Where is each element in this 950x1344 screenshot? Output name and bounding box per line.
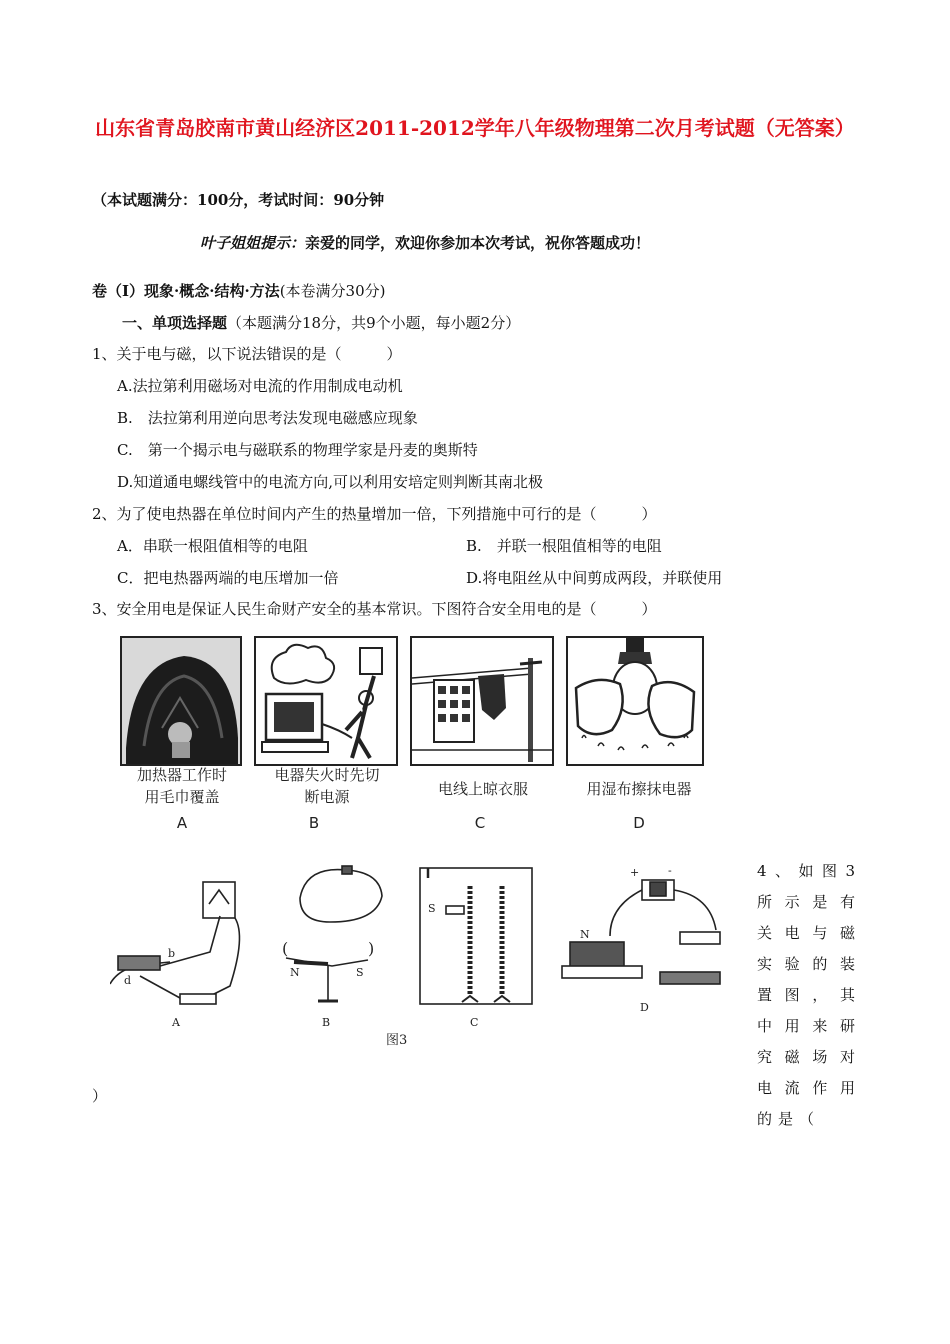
panel-b-letter: B (322, 1016, 331, 1029)
label-b: b (168, 947, 176, 960)
q1-option-a: A.法拉第利用磁场对电流的作用制成电动机 (117, 377, 403, 395)
label-n: N (290, 966, 300, 979)
letter-d: D (633, 814, 645, 832)
safety-picture-d (566, 636, 704, 766)
section-note: (本卷满分30分) (279, 282, 386, 300)
q1-option-d: D.知道通电螺线管中的电流方向,可以利用安培定则判断其南北极 (117, 473, 544, 491)
page-title: 山东省青岛胶南市黄山经济区2011-2012学年八年级物理第二次月考试题（无答案） (95, 116, 855, 140)
figure-3-label: 图3 (386, 1033, 408, 1048)
panel-b-apparatus (286, 866, 382, 1001)
part-title: 一、单项选择题 (122, 314, 228, 332)
q1-option-b: B. 法拉第利用逆向思考法发现电磁感应现象 (117, 409, 418, 427)
paren-left: ( (282, 939, 289, 958)
q3-stem: 3、安全用电是保证人民生命财产安全的基本常识。下图符合安全用电的是（ ） (92, 600, 657, 618)
part-title-line (122, 313, 520, 333)
caption-b-line1: 电器失火时先切 (274, 766, 380, 784)
caption-b-line2: 断电源 (304, 788, 350, 806)
letter-a: A (176, 814, 188, 832)
electromagnetism-experiments-illustration (110, 856, 735, 1056)
figure-3 (110, 856, 735, 1056)
q4-stem-end: ） (92, 1087, 108, 1105)
safety-picture-c (410, 636, 554, 766)
section-heading: 卷（Ⅰ）现象·概念·结构·方法 (92, 282, 280, 300)
safety-picture-a (120, 636, 242, 766)
caption-a-line1: 加热器工作时 (136, 766, 227, 784)
label-n-d: N (580, 928, 590, 941)
label-plus: + (630, 866, 640, 879)
q2-option-c: C．把电热器两端的电压增加一倍 (117, 569, 339, 587)
q2-stem: 2、为了使电热器在单位时间内产生的热量增加一倍，下列措施中可行的是（ ） (92, 505, 657, 523)
label-minus: - (668, 864, 672, 877)
paren-right: ) (368, 939, 375, 958)
letter-b: B (308, 814, 320, 832)
label-s: S (356, 966, 364, 979)
wet-cloth-bulb-illustration (568, 638, 702, 764)
tip-line (200, 233, 650, 253)
letter-c: C (474, 814, 486, 832)
clothes-on-wire-illustration (412, 638, 552, 764)
tip-label: 叶子姐姐提示： (200, 234, 306, 252)
q2-option-a: A．串联一根阻值相等的电阻 (117, 537, 308, 555)
q2-option-d: D.将电阻丝从中间剪成两段，并联使用 (466, 569, 723, 587)
section-heading-line (92, 281, 385, 301)
fire-power-off-illustration (256, 638, 396, 764)
q4-stem: 4、如图3所示是有关电与磁实验的装置图，其中用来研究磁场对电流作用的是（ (757, 862, 861, 1128)
tip-text: 亲爱的同学，欢迎你参加本次考试，祝你答题成功！ (305, 234, 651, 252)
panel-a-letter: A (172, 1016, 180, 1029)
label-switch: S (428, 902, 436, 915)
panel-c-letter: C (470, 1016, 479, 1029)
caption-a-line2: 用毛巾覆盖 (144, 788, 220, 806)
part-note: （本题满分18分，共9个小题，每小题2分） (227, 314, 521, 332)
panel-d-letter: D (640, 1001, 649, 1014)
label-d: d (124, 974, 132, 987)
heater-towel-illustration (122, 638, 240, 764)
panel-c-apparatus (420, 868, 532, 1004)
caption-d: 用湿布擦抹电器 (586, 780, 692, 798)
exam-info: （本试题满分：100分，考试时间：90分钟 (92, 191, 385, 209)
q1-option-c: C. 第一个揭示电与磁联系的物理学家是丹麦的奥斯特 (117, 441, 478, 459)
q1-stem: 1、关于电与磁，以下说法错误的是（ ） (92, 345, 402, 363)
safety-picture-b (254, 636, 398, 766)
q2-option-b: B. 并联一根阻值相等的电阻 (466, 537, 662, 555)
caption-c: 电线上晾衣服 (437, 780, 528, 798)
